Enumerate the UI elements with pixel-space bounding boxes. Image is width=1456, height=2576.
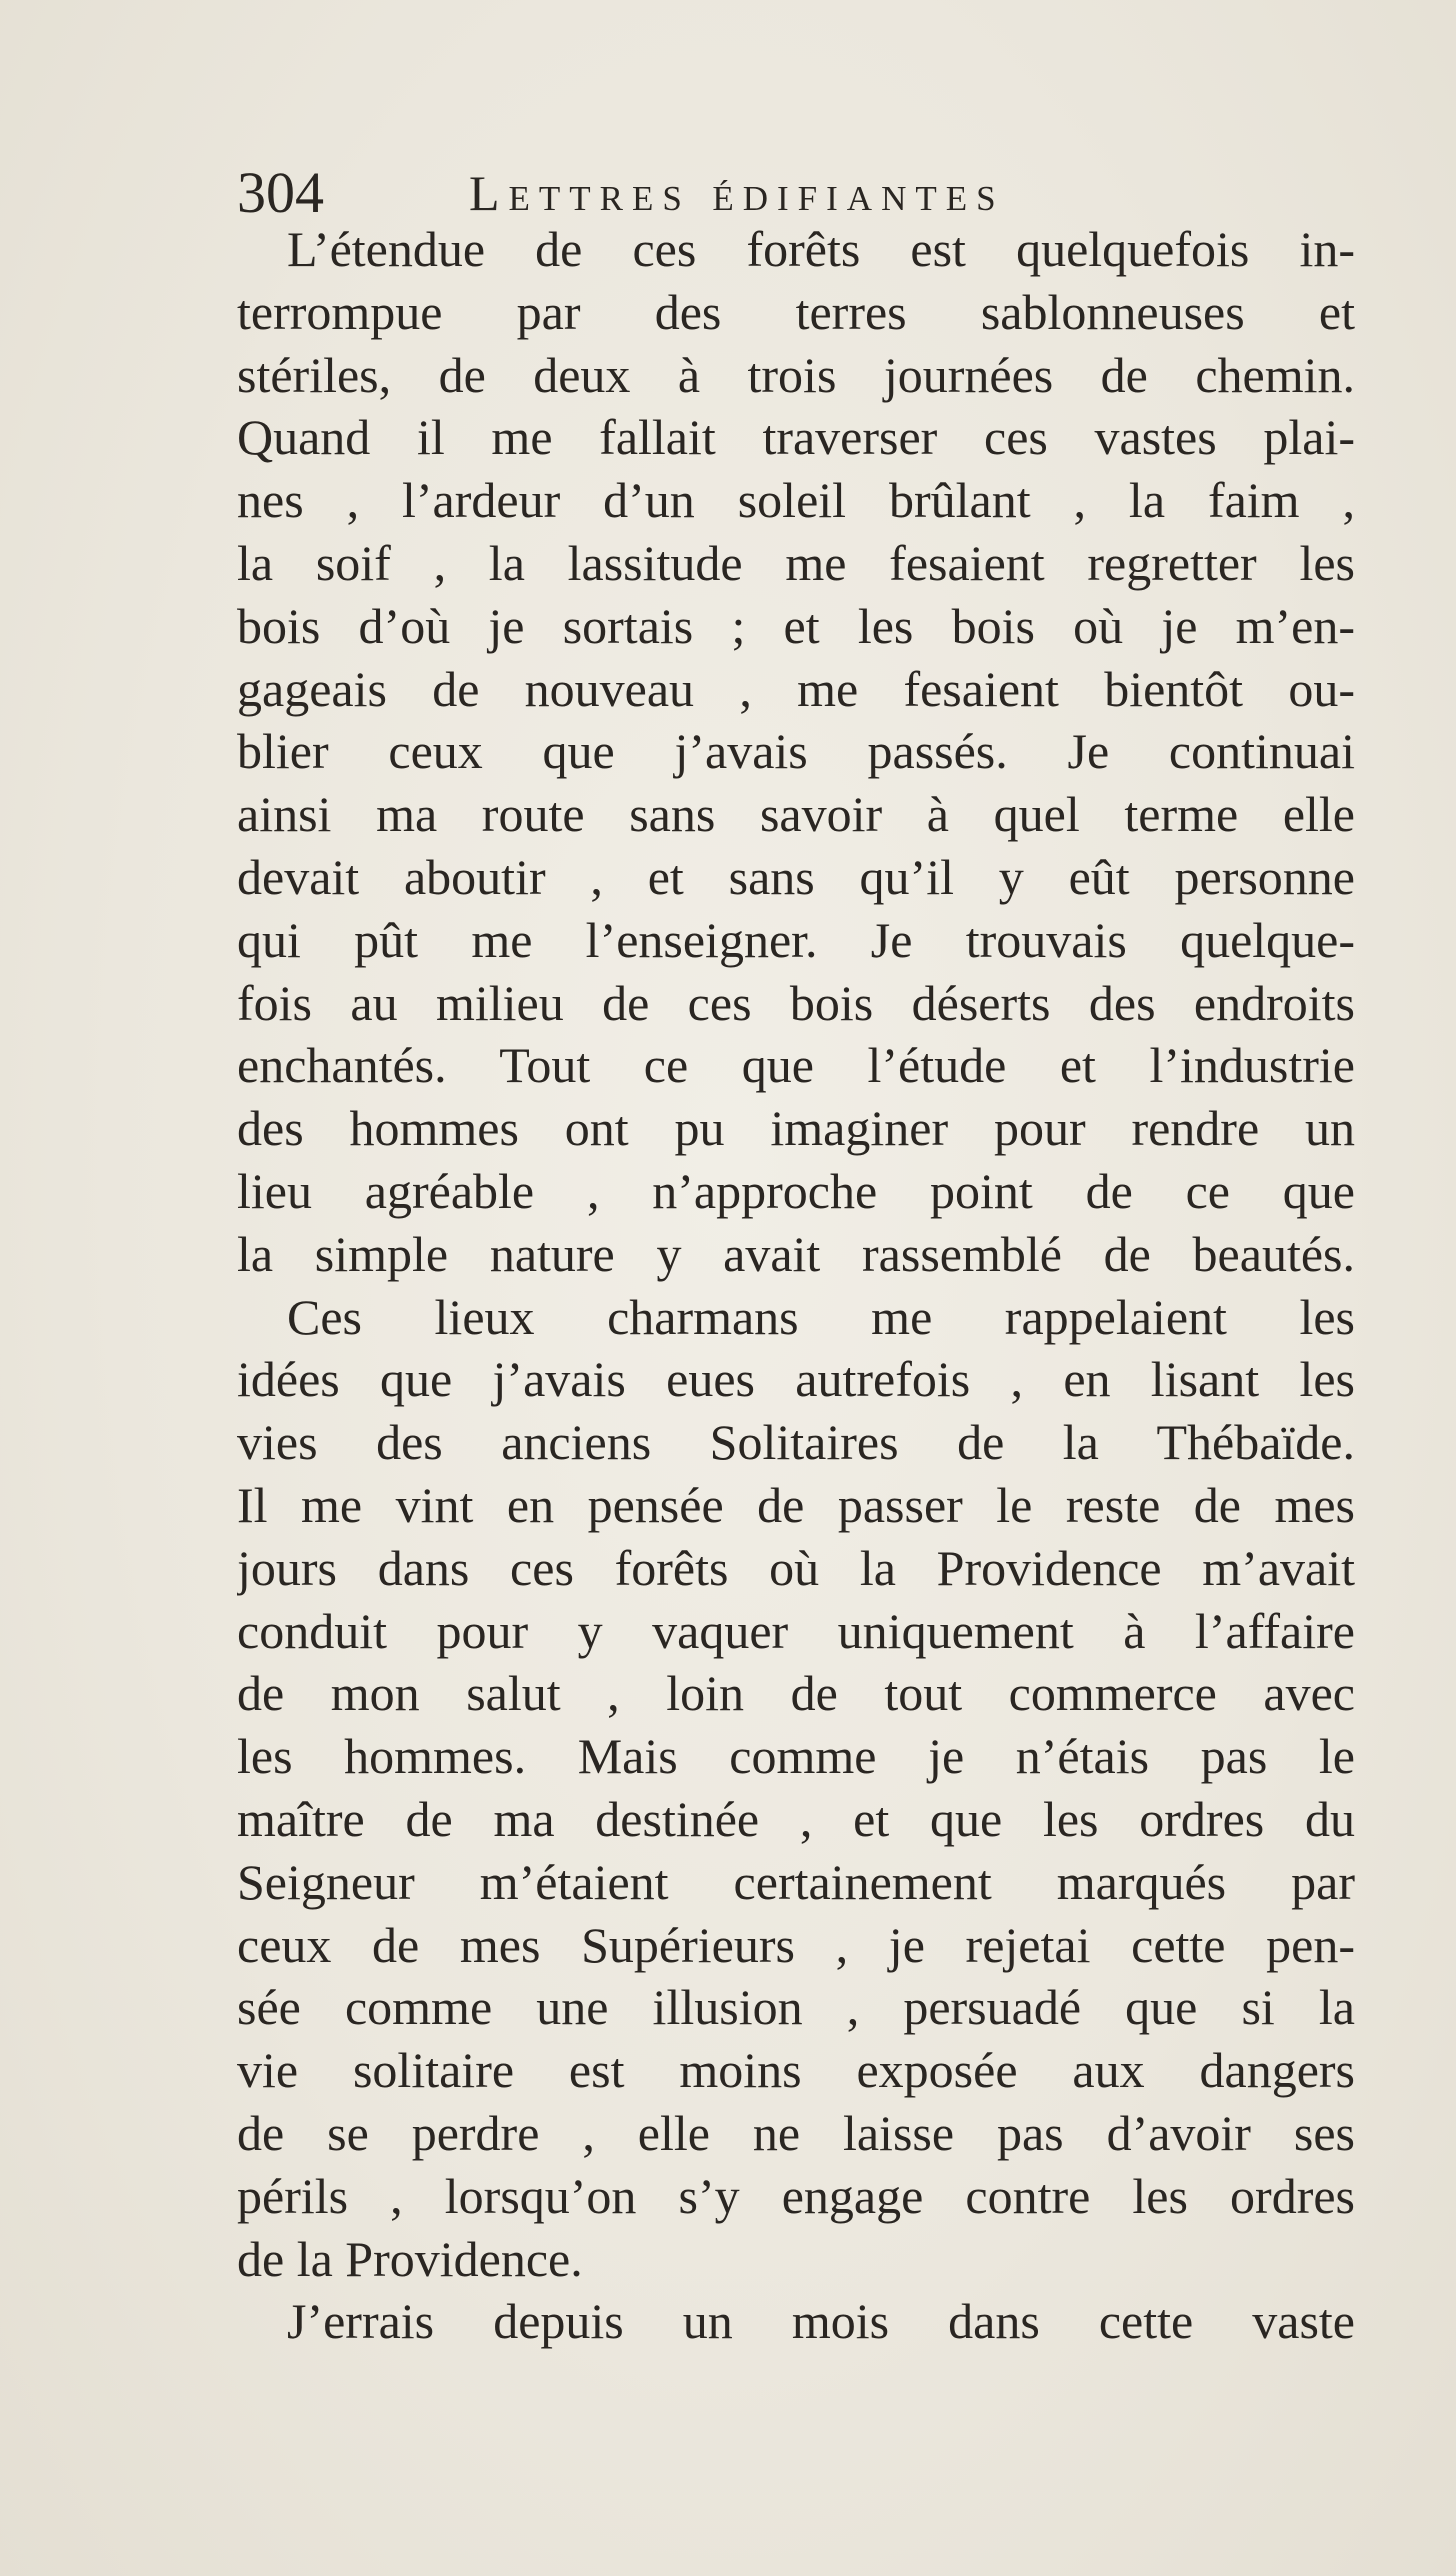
paragraph <box>237 218 1355 1286</box>
text-line: ainsi ma route sans savoir à quel terme elle <box>237 786 1355 843</box>
text-line: jours dans ces forêts où la Providence m’avait <box>237 1539 1355 1596</box>
text-line: Il me vint en pensée de passer le reste de mes <box>237 1476 1355 1533</box>
text-line: des hommes ont pu imaginer pour rendre un <box>237 1100 1355 1157</box>
text-line: les hommes. Mais comme je n’étais pas le <box>237 1728 1355 1785</box>
text-line: devait aboutir , et sans qu’il y eût personne <box>237 848 1355 905</box>
text-line: sée comme une illusion , persuadé que si la <box>237 1979 1355 2036</box>
text-line: L’étendue de ces forêts est quelquefois in- <box>287 221 1355 277</box>
page-number: 304 <box>237 160 324 225</box>
text-line: blier ceux que j’avais passés. Je continuai <box>237 723 1355 780</box>
text-line: fois au milieu de ces bois déserts des endroits <box>237 974 1355 1031</box>
text-line: de la Providence. <box>237 2230 583 2287</box>
text-line: conduit pour y vaquer uniquement à l’affaire <box>237 1602 1355 1659</box>
text-line: lieu agréable , n’approche point de ce que <box>237 1162 1355 1219</box>
text-line: J’errais depuis un mois dans cette vaste <box>287 2293 1355 2350</box>
paragraph <box>237 1286 1355 2291</box>
text-line: Ces lieux charmans me rappelaient les <box>287 1288 1355 1345</box>
text-line: périls , lorsqu’on s’y engage contre les ordres <box>237 2167 1355 2224</box>
text-line: bois d’où je sortais ; et les bois où je m’en- <box>237 597 1355 654</box>
text-line: ceux de mes Supérieurs , je rejetai cette pen- <box>237 1916 1355 1973</box>
text-line: Seigneur m’étaient certainement marqués par <box>237 1853 1355 1910</box>
text-line: la simple nature y avait rassemblé de beautés. <box>237 1225 1355 1282</box>
text-line: la soif , la lassitude me fesaient regretter les <box>237 534 1355 591</box>
text-line: idées que j’avais eues autrefois , en lisant les <box>237 1351 1355 1408</box>
text-line: vies des anciens Solitaires de la Thébaïde. <box>237 1414 1355 1471</box>
text-line: maître de ma destinée , et que les ordres du <box>237 1790 1355 1847</box>
text-line: vie solitaire est moins exposée aux dangers <box>237 2042 1355 2099</box>
body-text <box>237 218 1355 2353</box>
text-line: enchantés. Tout ce que l’étude et l’industrie <box>237 1037 1355 1094</box>
paragraph <box>237 2290 1355 2353</box>
text-line: de se perdre , elle ne laisse pas d’avoir ses <box>237 2104 1355 2161</box>
running-title: Lettres édifiantes <box>469 165 1005 221</box>
text-line: stériles, de deux à trois journées de chemin. <box>237 346 1355 403</box>
text-line: terrompue par des terres sablonneuses et <box>237 283 1355 340</box>
text-line: gageais de nouveau , me fesaient bientôt ou- <box>237 660 1355 717</box>
text-line: de mon salut , loin de tout commerce avec <box>237 1665 1355 1722</box>
text-line: qui pût me l’enseigner. Je trouvais quelque- <box>237 911 1355 968</box>
text-line: Quand il me fallait traverser ces vastes plai- <box>237 409 1355 466</box>
text-line: nes , l’ardeur d’un soleil brûlant , la faim , <box>237 472 1355 529</box>
